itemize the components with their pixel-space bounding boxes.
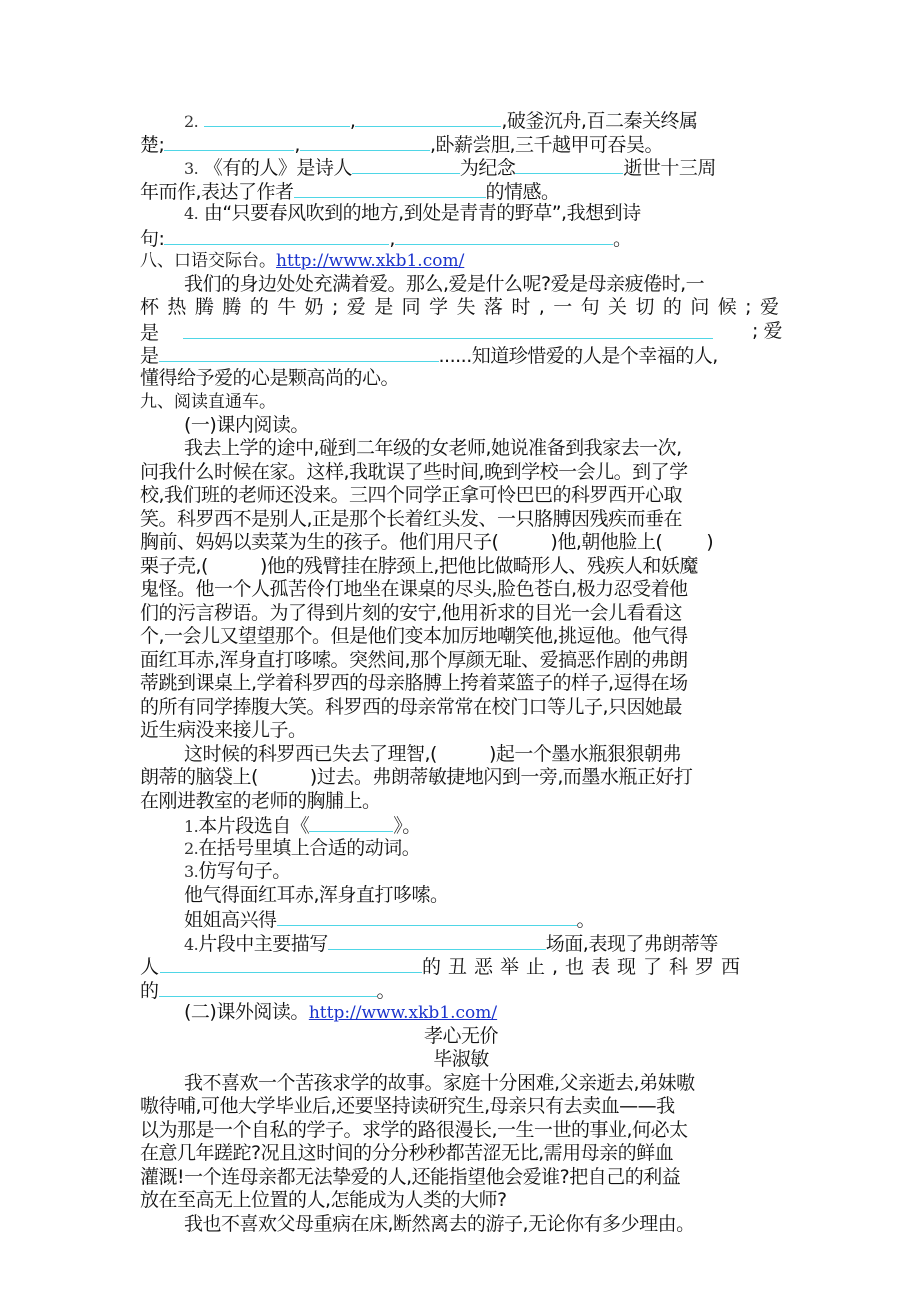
p3-line: 在意几年蹉跎?况且这时间的分分秒秒都苦涩无比,需用母亲的鲜血 [140, 1142, 674, 1164]
q7-item3-line1: 3. 《有的人》是诗人 为纪念 逝世十三周 [184, 157, 716, 179]
answer-blank[interactable] [183, 320, 713, 339]
p2-line: 在刚进教室的老师的胸脯上。 [140, 789, 381, 812]
s8-line4: 是 ......知道珍惜爱的人是个幸福的人, [140, 345, 718, 367]
question-4-line2: 人 的丑恶举止,也表现了科罗西 [140, 956, 748, 978]
p1-line: 们的污言秽语。为了得到片刻的安宁,他用祈求的目光一会儿看看这 [140, 601, 683, 624]
answer-blank[interactable] [294, 179, 486, 198]
section-8-heading [140, 249, 782, 273]
q7-item3-line2: 年而作,表达了作者 的情感。 [140, 180, 560, 203]
p1-line: 栗子壳,( )他的残臂挂在脖颈上,把他比做畸形人、残疾人和妖魔 [140, 554, 698, 577]
p1-line: 面红耳赤,浑身直打哆嗦。突然间,那个厚颜无耻、爱搞恶作剧的弗朗 [140, 648, 688, 671]
s8-line3: 是 ; 爱 [140, 319, 782, 344]
p1-line: 个,一会儿又望望那个。但是他们变本加厉地嘲笑他,挑逗他。他气得 [140, 625, 688, 647]
question-1: 1.本片段选自《 》。 [184, 815, 421, 837]
subsection-1-heading: (一)课内阅读。 [184, 413, 309, 436]
question-3-example: 他气得面红耳赤,浑身直打哆嗦。 [184, 883, 449, 906]
p2-line: 这时候的科罗西已失去了理智,( )起一个墨水瓶狠狠朝弗 [184, 742, 681, 765]
answer-blank[interactable] [300, 132, 430, 151]
p3-line: 嗷待哺,可他大学毕业后,还要坚持读研究生,母亲只有去卖血——我 [140, 1095, 675, 1117]
item-number: 3. [184, 159, 199, 178]
s8-line5: 懂得给予爱的心是颗高尚的心。 [140, 366, 400, 389]
p1-line: 笑。科罗西不是别人,正是那个长着红头发、一只胳膊因残疾而垂在 [140, 507, 683, 530]
answer-blank[interactable] [355, 108, 501, 127]
s8-line2: 杯热腾腾的牛奶;爱是同学失落时,一句关切的问候;爱 [140, 296, 782, 318]
p3-line: 放在至高无上位置的人,怎能成为人类的大师? [140, 1189, 507, 1211]
p1-line: 蒂跳到课桌上,学着科罗西的母亲胳膊上挎着菜篮子的样子,逗得在场 [140, 672, 688, 694]
answer-blank[interactable] [160, 954, 422, 973]
p2-line: 朗蒂的脑袋上( )过去。弗朗蒂敏捷地闪到一旁,而墨水瓶正好打 [140, 766, 693, 788]
question-3-answer: 姐姐高兴得 。 [184, 909, 596, 931]
q7-item4-line1: 4. 由“只要春风吹到的地方,到处是青青的野草”,我想到诗 [184, 202, 641, 224]
source-link[interactable]: http://www.xkb1.com/ [308, 1003, 498, 1023]
answer-blank[interactable] [328, 931, 546, 950]
answer-blank[interactable] [352, 155, 460, 174]
item-number: 2. [184, 112, 199, 131]
answer-blank[interactable] [159, 343, 439, 362]
article-title: 孝心无价 [423, 1024, 498, 1047]
section-title: 八、口语交际台。 [140, 251, 276, 271]
s8-line1: 我们的身边处处充满着爱。那么,爱是什么呢?爱是母亲疲倦时,一 [184, 272, 705, 295]
answer-blank[interactable] [277, 907, 577, 926]
article-author: 毕淑敏 [433, 1048, 489, 1070]
p1-line: 胸前、妈妈以卖菜为生的孩子。他们用尺子( )他,朝他脸上( ) [140, 531, 714, 553]
answer-blank[interactable] [395, 226, 613, 245]
source-link[interactable]: http://www.xkb1.com/ [276, 251, 465, 271]
question-4-line3: 的 。 [140, 979, 396, 1002]
p1-line: 校,我们班的老师还没来。三四个同学正拿可怜巴巴的科罗西开心取 [140, 484, 683, 506]
q7-item4-line2: 句: , 。 [140, 227, 632, 250]
p1-line: 鬼怪。他一个人孤苦伶仃地坐在课桌的尽头,脸色苍白,极力忍受着他 [140, 578, 688, 600]
q7-item2-line2: 楚; , ,卧薪尝胆,三千越甲可吞吴。 [140, 133, 664, 156]
document-page [140, 108, 782, 1236]
q7-item2-line1: 2. , ,破釜沉舟,百二秦关终属 [184, 110, 698, 132]
p3-line: 以为那是一个自私的学子。求学的路很漫长,一生一世的事业,何必太 [140, 1118, 688, 1141]
question-4-line1: 4.片段中主要描写 场面,表现了弗朗蒂等 [184, 932, 718, 955]
p3-line: 我不喜欢一个苦孩求学的故事。家庭十分困难,父亲逝去,弟妹嗷 [184, 1071, 695, 1094]
answer-blank[interactable] [515, 155, 623, 174]
p1-line: 我去上学的途中,碰到二年级的女老师,她说准备到我家去一次, [184, 437, 682, 459]
answer-blank[interactable] [164, 226, 389, 245]
subsection-2-heading: (二)课外阅读。http://www.xkb1.com/ [184, 1001, 498, 1023]
question-3: 3.仿写句子。 [184, 860, 291, 882]
answer-blank[interactable] [309, 813, 393, 832]
answer-blank[interactable] [164, 132, 294, 151]
p1-line: 问我什么时候在家。这样,我耽误了些时间,晚到学校一会儿。到了学 [140, 460, 688, 483]
p3-line: 灌溉!一个连母亲都无法挚爱的人,还能指望他会爱谁?把自己的利益 [140, 1165, 681, 1188]
p4-line: 我也不喜欢父母重病在床,断然离去的游子,无论你有多少理由。 [184, 1212, 695, 1235]
answer-blank[interactable] [204, 108, 350, 127]
p1-line: 近生病没来接儿子。 [140, 719, 307, 741]
p1-line: 的所有同学捧腹大笑。科罗西的母亲常常在校门口等儿子,只因她最 [140, 695, 683, 718]
answer-blank[interactable] [159, 978, 377, 997]
question-2: 2.在括号里填上合适的动词。 [184, 836, 421, 859]
section-9-heading: 九、阅读直通车。 [140, 392, 276, 412]
item-number: 4. [184, 204, 199, 223]
